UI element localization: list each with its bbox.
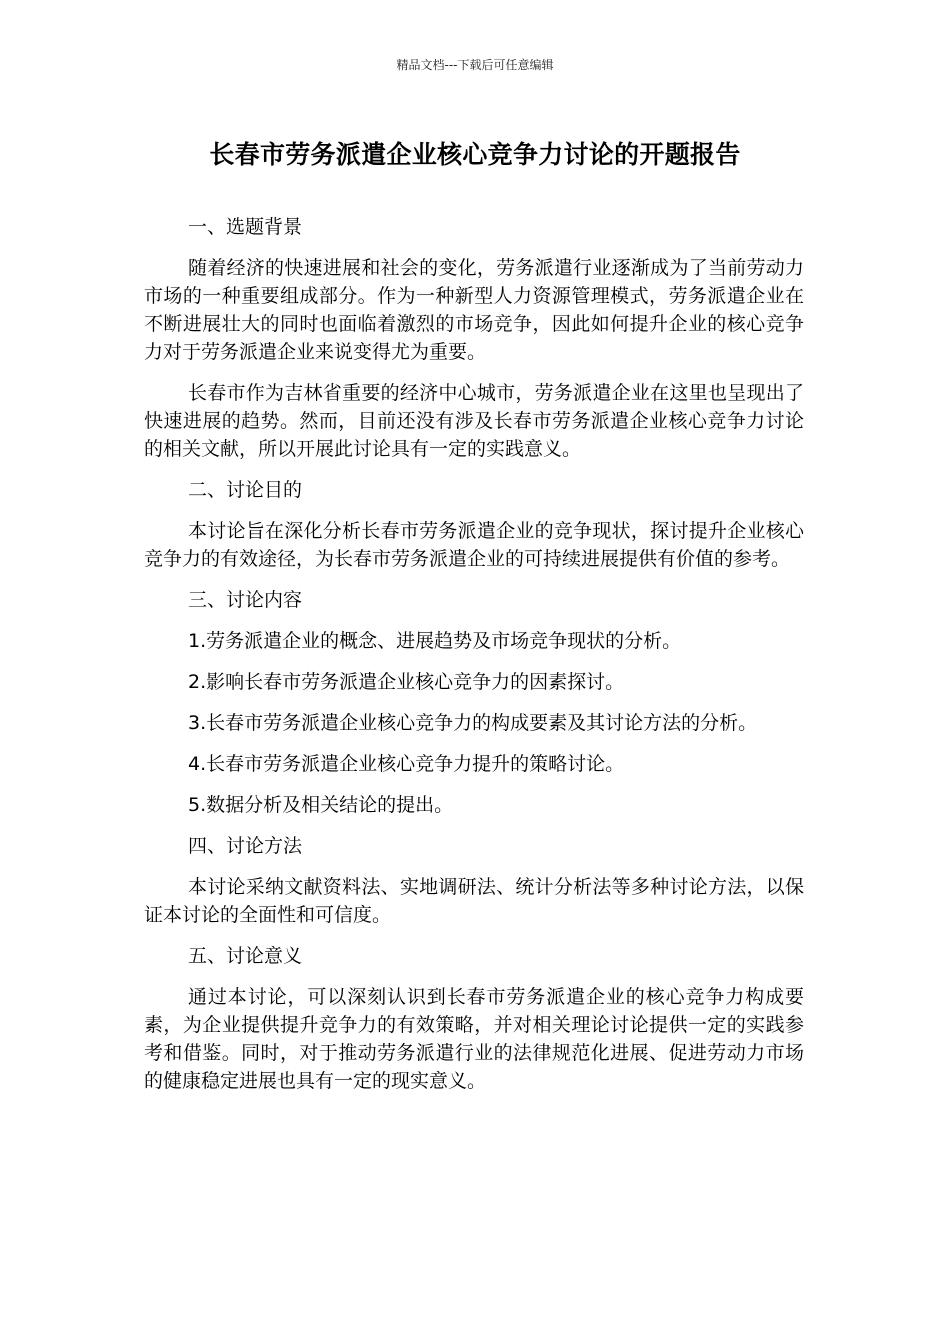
section-heading-method: 四、讨论方法: [188, 835, 303, 857]
method-paragraph: 本讨论采纳文献资料法、实地调研法、统计分析法等多种讨论方法，以保证本讨论的全面性和可信度。: [144, 876, 804, 926]
content-list-item: 4.长春市劳务派遣企业核心竞争力提升的策略讨论。: [188, 753, 625, 775]
content-list-item: 3.长春市劳务派遣企业核心竞争力的构成要素及其讨论方法的分析。: [188, 712, 758, 734]
background-paragraph-1: 随着经济的快速进展和社会的变化，劳务派遣行业逐渐成为了当前劳动力市场的一种重要组成部分。作为一种新型人力资源管理模式，劳务派遣企业在不断进展壮大的同时也面临着激烈的市场竞争，因此如何提升企业的核心竞争力对于劳务派遣企业来说变得尤为重要。: [144, 257, 804, 363]
purpose-paragraph: 本讨论旨在深化分析长春市劳务派遣企业的竞争现状，探讨提升企业核心竞争力的有效途径，为长春市劳务派遣企业的可持续进展提供有价值的参考。: [144, 520, 804, 570]
page-header: 精品文档---下载后可任意编辑: [396, 58, 554, 72]
section-heading-purpose: 二、讨论目的: [188, 479, 303, 501]
background-paragraph-2: 长春市作为吉林省重要的经济中心城市，劳务派遣企业在这里也呈现出了快速进展的趋势。然而，目前还没有涉及长春市劳务派遣企业核心竞争力讨论的相关文献，所以开展此讨论具有一定的实践意义。: [144, 382, 804, 460]
section-heading-background: 一、选题背景: [188, 216, 303, 238]
document-title: 长春市劳务派遣企业核心竞争力讨论的开题报告: [209, 140, 741, 169]
document-body: [144, 213, 804, 1108]
content-list-item: 2.影响长春市劳务派遣企业核心竞争力的因素探讨。: [188, 671, 625, 693]
content-list-item: 1.劳务派遣企业的概念、进展趋势及市场竞争现状的分析。: [188, 630, 682, 652]
section-heading-significance: 五、讨论意义: [188, 945, 303, 967]
section-heading-content: 三、讨论内容: [188, 589, 303, 611]
significance-paragraph: 通过本讨论，可以深刻认识到长春市劳务派遣企业的核心竞争力构成要素，为企业提供提升竞争力的有效策略，并对相关理论讨论提供一定的实践参考和借鉴。同时，对于推动劳务派遣行业的法律规范化进展、促进劳动力市场的健康稳定进展也具有一定的现实意义。: [144, 986, 804, 1092]
content-list-item: 5.数据分析及相关结论的提出。: [188, 794, 454, 816]
